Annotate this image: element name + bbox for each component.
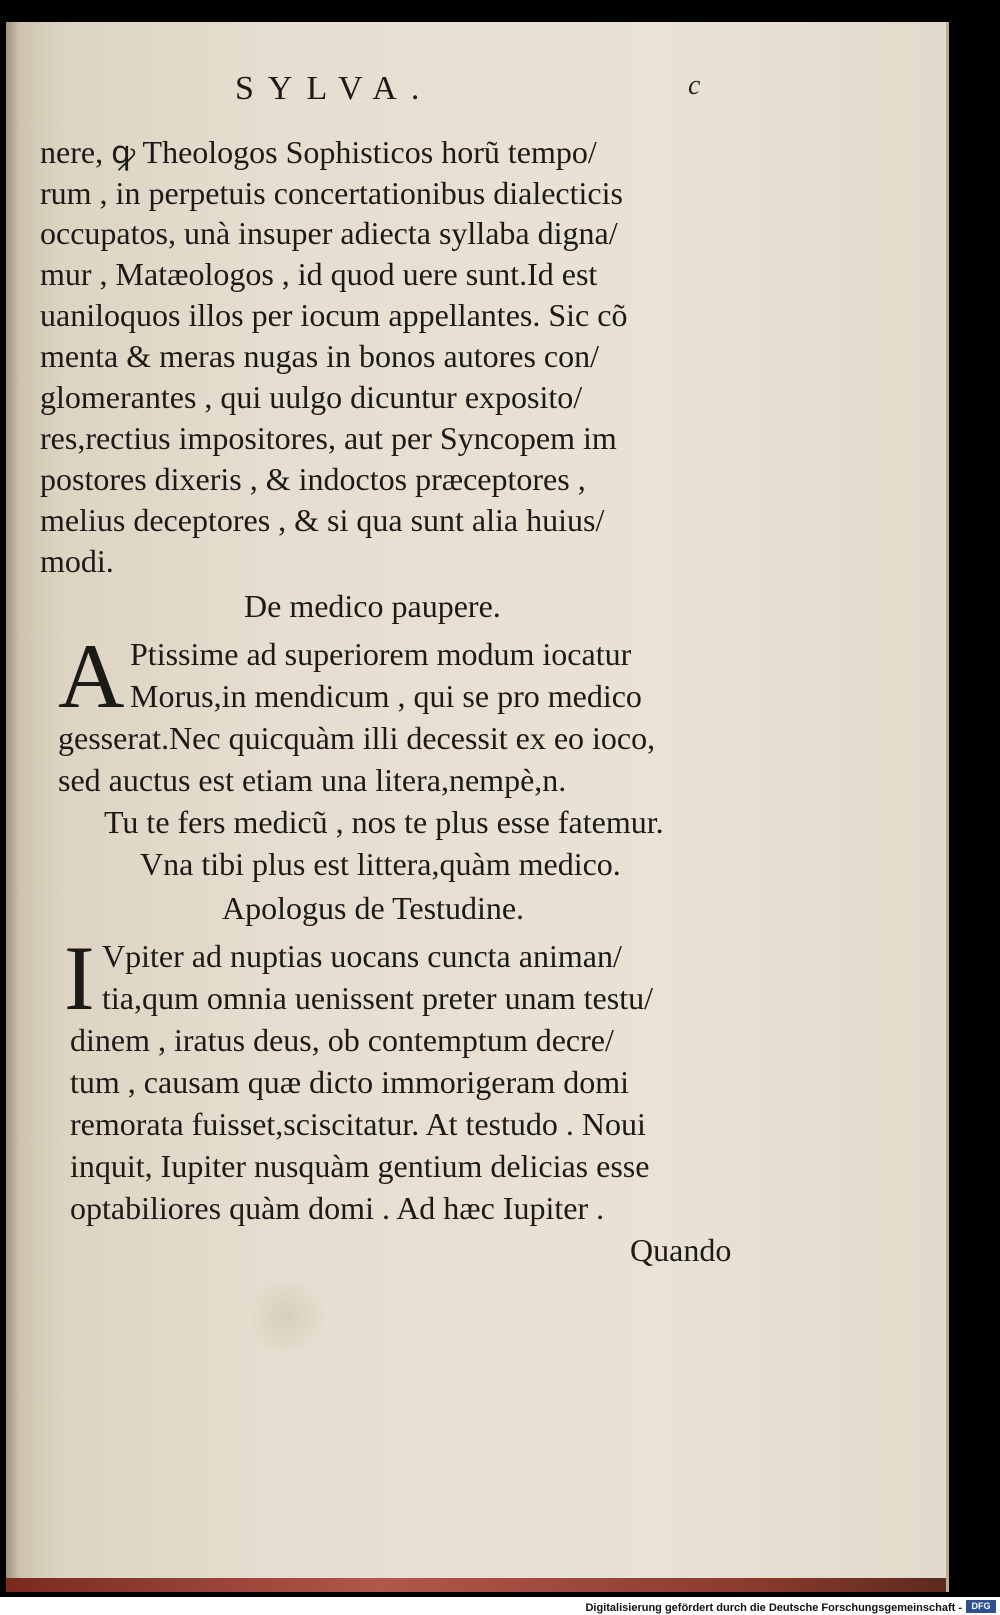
- text-line: mur , Matæologos , id quod uere sunt.Id est: [40, 256, 598, 292]
- text-line: Ptissime ad superiorem modum iocatur: [130, 636, 632, 672]
- page-edge: [6, 1578, 946, 1592]
- drop-cap-a: A: [58, 625, 125, 727]
- text-line: glomerantes , qui uulgo dicuntur exposito/: [40, 379, 583, 415]
- text-line: gesserat.Nec quicquàm illi decessit ex eo ioco,: [58, 720, 656, 756]
- text-line: tum , causam quæ dicto immorigeram domi: [70, 1064, 630, 1100]
- text-line: res,rectius impositores, aut per Syncopem im: [40, 420, 617, 456]
- section-heading-medico: De medico paupere.: [244, 588, 501, 624]
- text-line: Morus,in mendicum , qui se pro medico: [130, 678, 642, 714]
- text-line: postores dixeris , & indoctos præceptores ,: [40, 461, 586, 497]
- text-line: nere, ꝙ Theologos Sophisticos horũ tempo/: [40, 134, 597, 170]
- text-line: rum , in perpetuis concertationibus dialecticis: [40, 175, 623, 211]
- text-line: melius deceptores , & si qua sunt alia huius/: [40, 502, 605, 538]
- text-line: dinem , iratus deus, ob contemptum decre/: [70, 1022, 614, 1058]
- text-line: Vpiter ad nuptias uocans cuncta animan/: [102, 938, 622, 974]
- running-head: SYLVA.: [235, 70, 434, 107]
- text-line: optabiliores quàm domi . Ad hæc Iupiter .: [70, 1190, 605, 1226]
- text-line: tia,qum omnia uenissent preter unam testu/: [102, 980, 653, 1016]
- ink-smudge: [246, 1282, 326, 1352]
- text-line: inquit, Iupiter nusquàm gentium delicias esse: [70, 1148, 650, 1184]
- text-line: remorata fuisset,sciscitatur. At testudo . Noui: [70, 1106, 646, 1142]
- text-line: menta & meras nugas in bonos autores con/: [40, 338, 599, 374]
- catchword: Quando: [630, 1232, 732, 1268]
- digitization-footer: [0, 1597, 1000, 1615]
- folio-mark: c: [688, 70, 701, 101]
- verse-line: Tu te fers medicũ , nos te plus esse fatemur.: [104, 804, 664, 840]
- section-heading-testudine: Apologus de Testudine.: [222, 890, 525, 926]
- verse-line: Vna tibi plus est littera,quàm medico.: [140, 846, 621, 882]
- text-line: modi.: [40, 543, 114, 579]
- text-line: uaniloquos illos per iocum appellantes. Sic cõ: [40, 297, 628, 333]
- text-line: sed auctus est etiam una litera,nempè,n.: [58, 762, 567, 798]
- dfg-logo-icon: DFG: [966, 1600, 996, 1613]
- text-line: occupatos, unà insuper adiecta syllaba digna/: [40, 215, 618, 251]
- funding-credit: Digitalisierung gefördert durch die Deutsche Forschungsgemeinschaft -: [585, 1602, 962, 1614]
- drop-cap-i: I: [64, 927, 95, 1029]
